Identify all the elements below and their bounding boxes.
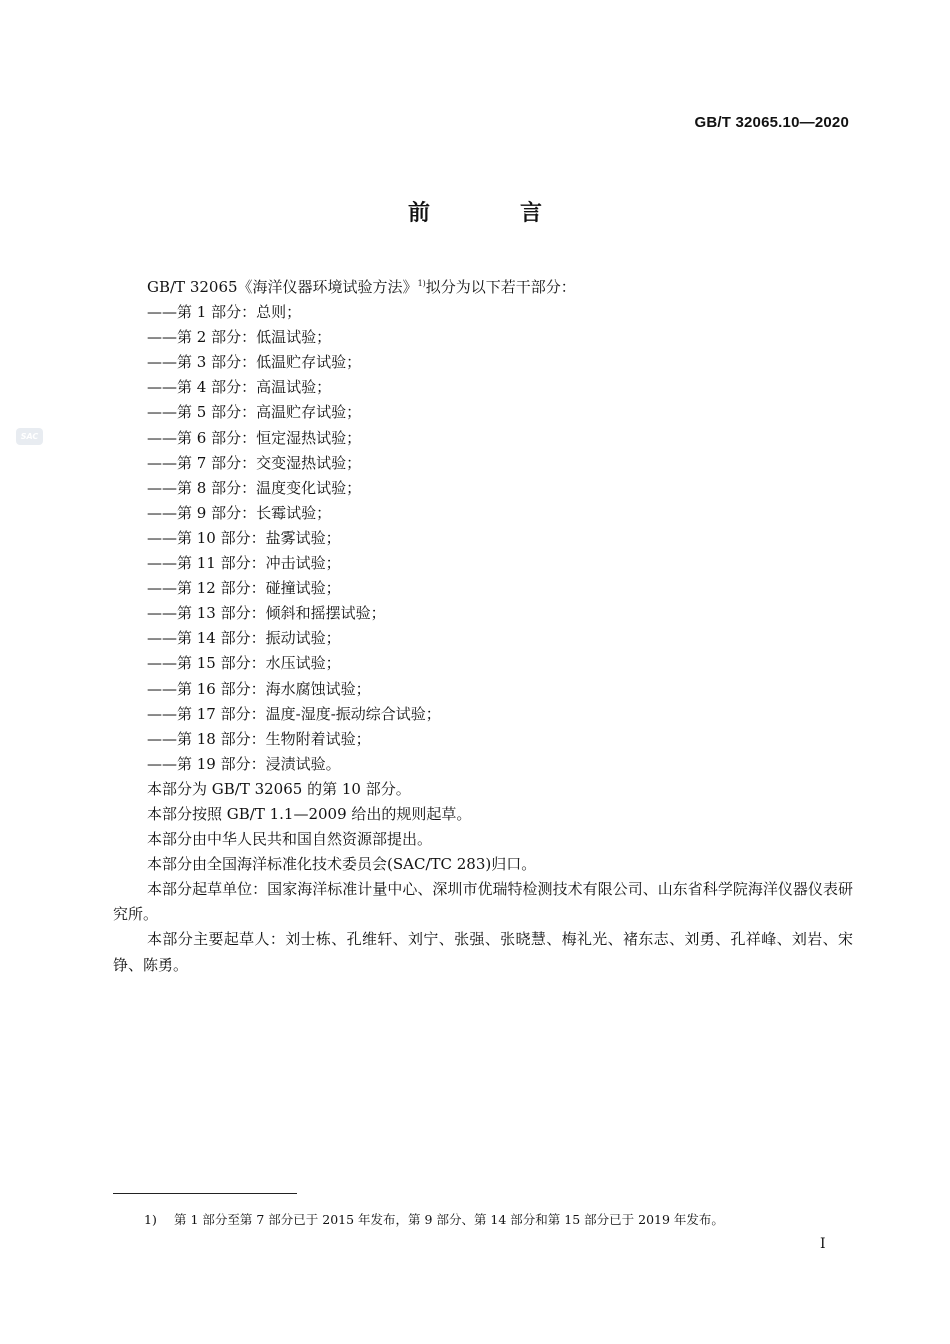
part-list-item: ——第 12 部分：碰撞试验； — [147, 579, 341, 598]
intro-paragraph — [113, 271, 853, 300]
statement-drafting-units: 本部分起草单位：国家海洋标准计量中心、深圳市优瑞特检测技术有限公司、山东省科学院海洋仪器仪表研究所。 — [113, 880, 853, 924]
foreword-body — [113, 271, 853, 978]
part-list-item: ——第 10 部分：盐雾试验； — [147, 528, 341, 547]
part-list-item: ——第 19 部分：浸渍试验。 — [147, 754, 341, 773]
statement-committee: 本部分由全国海洋标准化技术委员会(SAC/TC 283)归口。 — [147, 855, 537, 874]
statement-drafters: 本部分主要起草人：刘士栋、孔维轩、刘宁、张强、张晓慧、梅礼光、褚东志、刘勇、孔祥峰、刘岩、宋铮、陈勇。 — [113, 930, 853, 974]
footnote-divider — [113, 1193, 297, 1194]
part-list-item: ——第 6 部分：恒定湿热试验； — [147, 428, 362, 447]
statement-part-number: 本部分为 GB/T 32065 的第 10 部分。 — [147, 779, 411, 798]
part-list-item: ——第 3 部分：低温贮存试验； — [147, 353, 362, 372]
intro-text-after: 拟分为以下若干部分： — [425, 278, 576, 296]
part-list-item: ——第 14 部分：振动试验； — [147, 629, 341, 648]
part-list-item: ——第 9 部分：长霉试验； — [147, 503, 332, 522]
part-list-item: ——第 8 部分：温度变化试验； — [147, 478, 362, 497]
part-list-item: ——第 2 部分：低温试验； — [147, 328, 332, 347]
part-list-item: ——第 15 部分：水压试验； — [147, 654, 341, 673]
part-list-item: ——第 11 部分：冲击试验； — [147, 554, 341, 573]
part-list-item: ——第 4 部分：高温试验； — [147, 378, 332, 397]
part-list-item: ——第 16 部分：海水腐蚀试验； — [147, 679, 371, 698]
standard-code: GB/T 32065.10—2020 — [694, 114, 849, 131]
statement-drafting-rules: 本部分按照 GB/T 1.1—2009 给出的规则起草。 — [147, 804, 472, 823]
sac-logo-icon: SAC — [16, 428, 43, 445]
footnote-text: 第 1 部分至第 7 部分已于 2015 年发布，第 9 部分、第 14 部分和第 15 部分已于 2019 年发布。 — [174, 1212, 724, 1227]
intro-text: GB/T 32065《海洋仪器环境试验方法》 — [147, 278, 418, 296]
part-list-item: ——第 7 部分：交变湿热试验； — [147, 453, 362, 472]
page-number: I — [820, 1236, 826, 1252]
part-list-item: ——第 18 部分：生物附着试验； — [147, 729, 371, 748]
part-list-item: ——第 5 部分：高温贮存试验； — [147, 403, 362, 422]
page-title: 前 言 — [407, 201, 576, 226]
footnote-reference: 1) — [417, 279, 426, 288]
statement-proposer: 本部分由中华人民共和国自然资源部提出。 — [147, 830, 433, 849]
part-list-item: ——第 17 部分：温度-湿度-振动综合试验； — [147, 704, 441, 723]
footnote-mark: 1) — [144, 1212, 157, 1227]
footnote — [144, 1210, 724, 1228]
part-list-item: ——第 13 部分：倾斜和摇摆试验； — [147, 604, 386, 623]
part-list-item: ——第 1 部分：总则； — [147, 303, 302, 322]
